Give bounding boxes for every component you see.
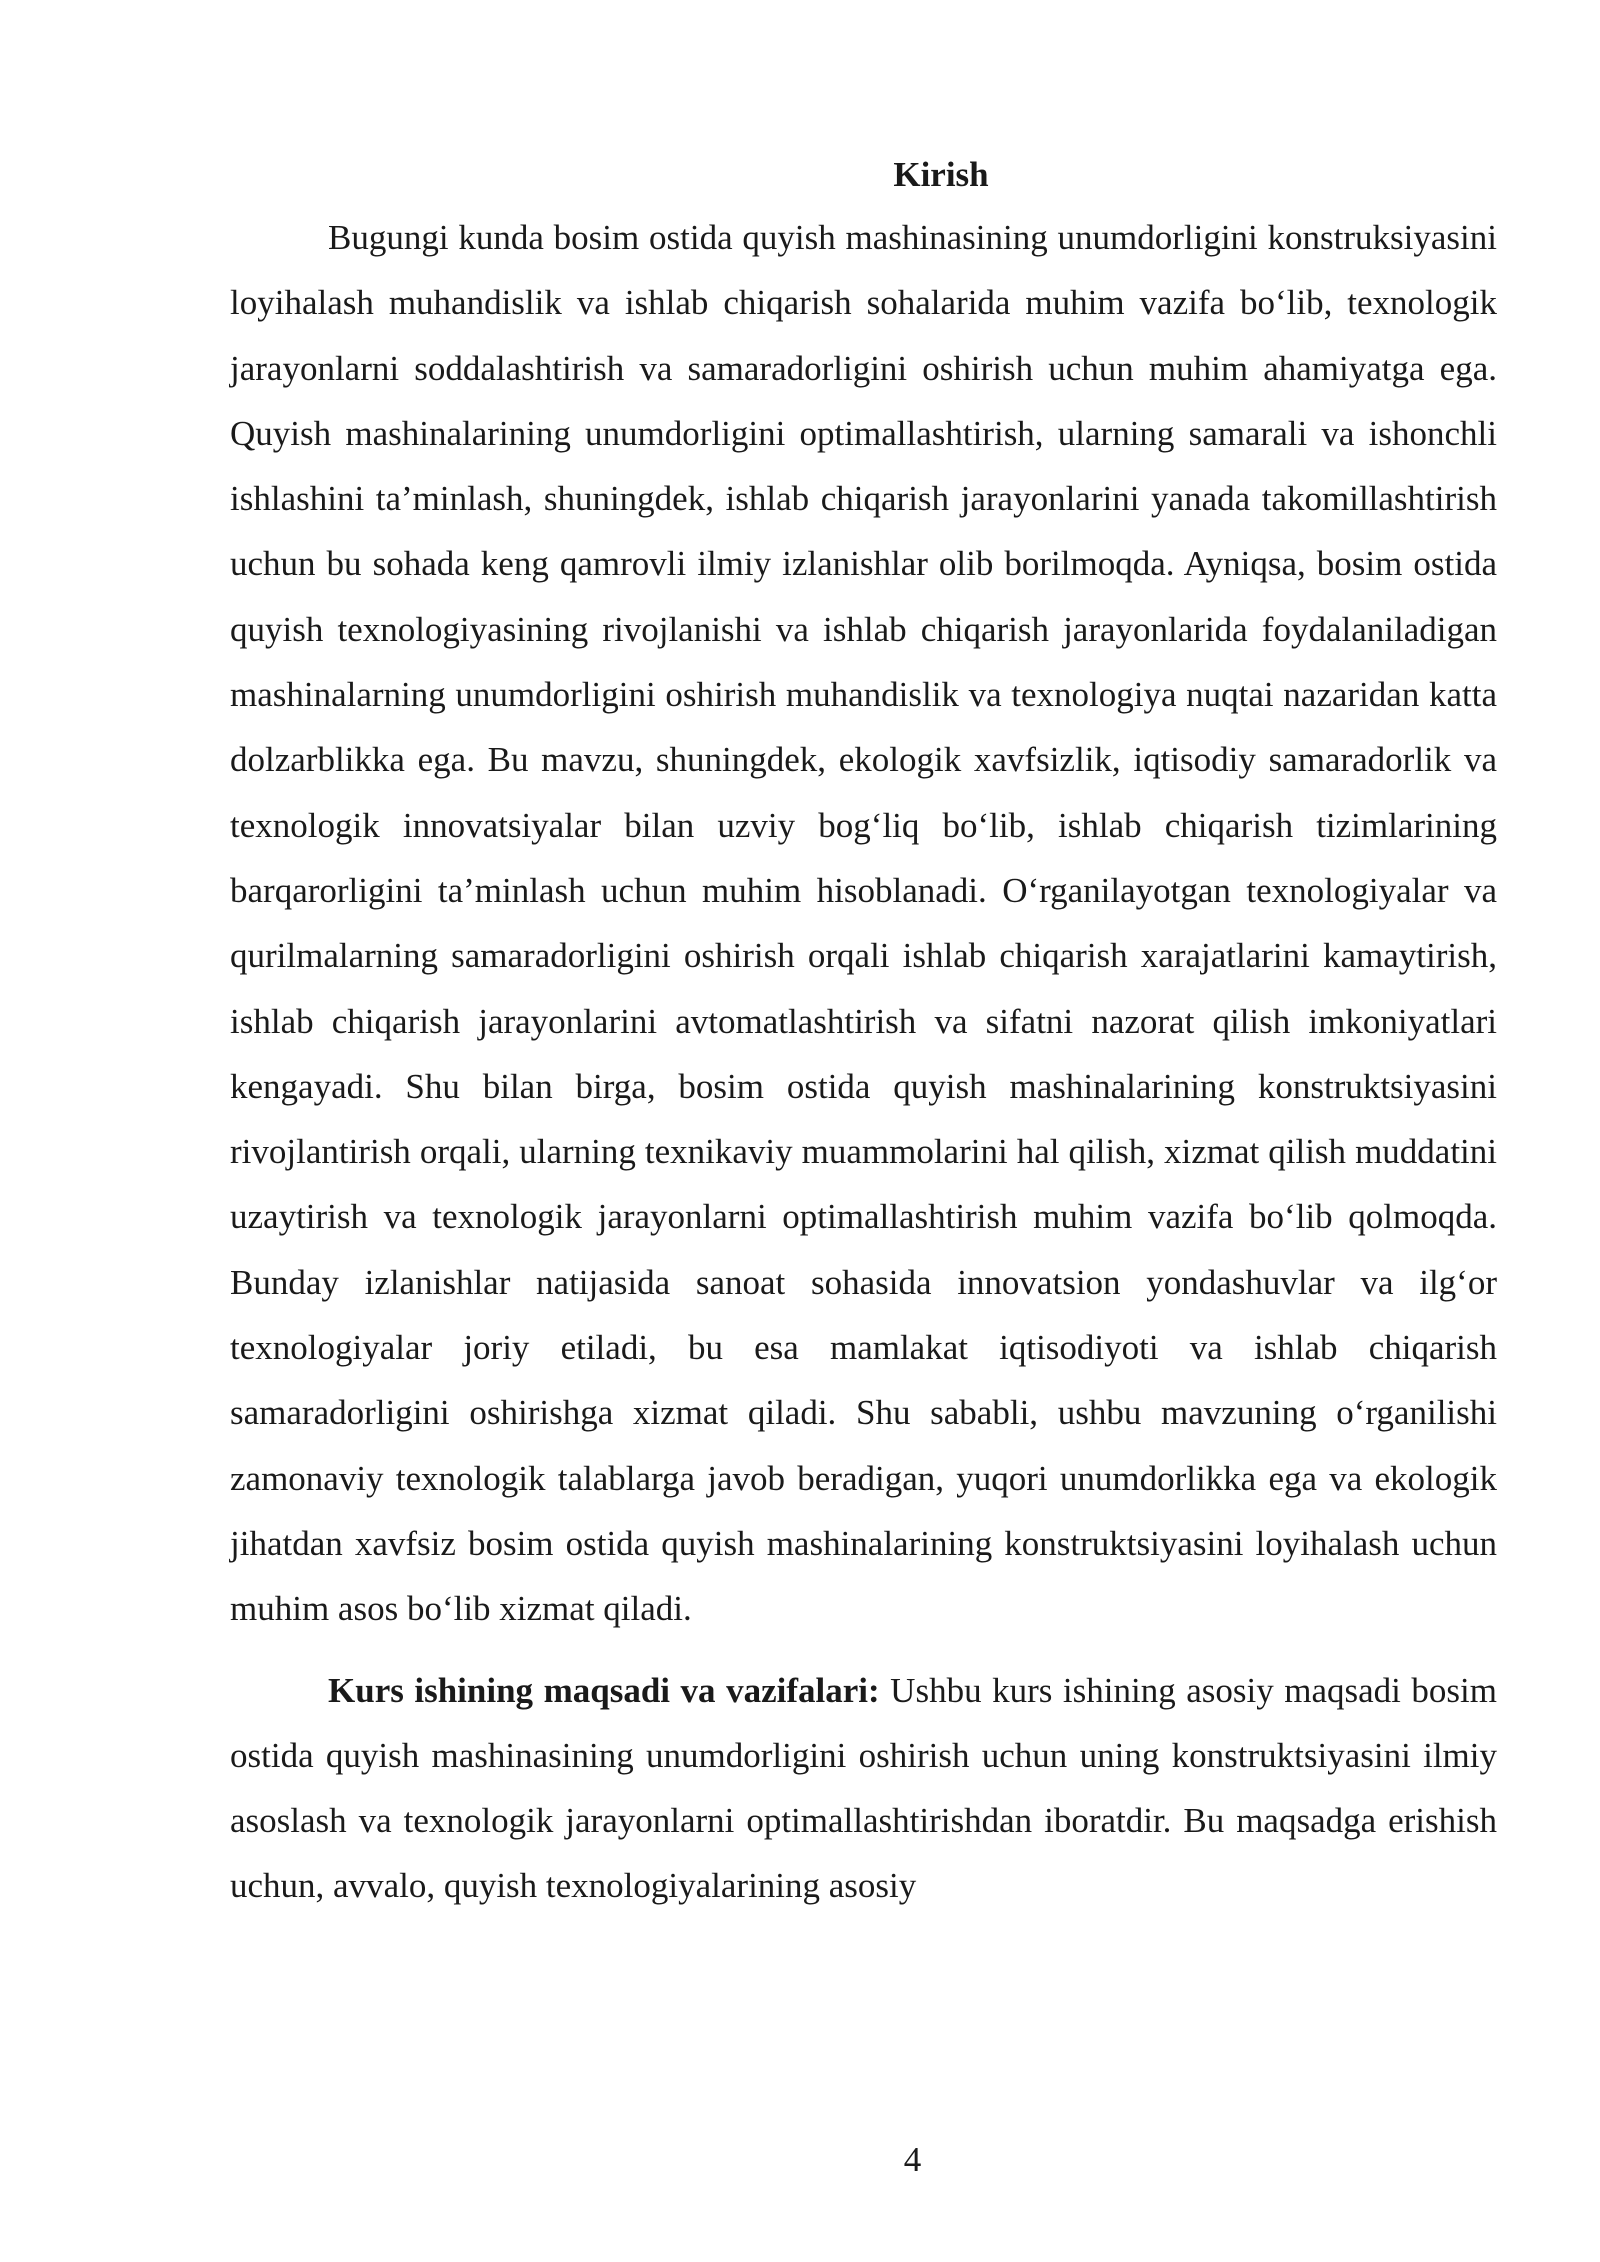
goals-text: Ushbu kurs ishining asosiy maqsadi bosim ostida quyish mashinasining unumdorligini oshirish uchun uning konstruktsiyasini ilmiy asoslash va texnologik jarayonlarni optimallashtirishdan iboratdir. Bu maqsadga erishish uchun, avvalo, quyish texnologiyalarining asosiy: [230, 1670, 1497, 1906]
goals-lead: Kurs ishining maqsadi va vazifalari:: [328, 1670, 880, 1710]
intro-paragraph: Bugungi kunda bosim ostida quyish mashinasining unumdorligini konstruksiyasini loyihalash muhandislik va ishlab chiqarish sohalarida muhim vazifa bo‘lib, texnologik jarayonlarni soddalashtirish va samaradorligini oshirish uchun muhim ahamiyatga ega. Quyish mashinalarining unumdorligini optimallashtirish, ularning samarali va ishonchli ishlashini ta’minlash, shuningdek, ishlab chiqarish jarayonlarini yanada takomillashtirish uchun bu sohada keng qamrovli ilmiy izlanishlar olib borilmoqda. Ayniqsa, bosim ostida quyish texnologiyasining rivojlanishi va ishlab chiqarish jarayonlarida foydalaniladigan mashinalarning unumdorligini oshirish muhandislik va texnologiya nuqtai nazaridan katta dolzarblikka ega. Bu mavzu, shuningdek, ekologik xavfsizlik, iqtisodiy samaradorlik va texnologik innovatsiyalar bilan uzviy bog‘liq bo‘lib, ishlab chiqarish tizimlarining barqarorligini ta’minlash uchun muhim hisoblanadi. O‘rganilayotgan texnologiyalar va qurilmalarning samaradorligini oshirish orqali ishlab chiqarish xarajatlarini kamaytirish, ishlab chiqarish jarayonlarini avtomatlashtirish va sifatni nazorat qilish imkoniyatlari kengayadi. Shu bilan birga, bosim ostida quyish mashinalarining konstruktsiyasini rivojlantirish orqali, ularning texnikaviy muammolarini hal qilish, xizmat qilish muddatini uzaytirish va texnologik jarayonlarni optimallashtirish muhim vazifa bo‘lib qolmoqda. Bunday izlanishlar natijasida sanoat sohasida innovatsion yondashuvlar va ilg‘or texnologiyalar joriy etiladi, bu esa mamlakat iqtisodiyoti va ishlab chiqarish samaradorligini oshirishga xizmat qiladi. Shu sababli, ushbu mavzuning o‘rganilishi zamonaviy texnologik talablarga javob beradigan, yuqori unumdorlikka ega va ekologik jihatdan xavfsiz bosim ostida quyish mashinalarining konstruktsiyasini loyihalash uchun muhim asos bo‘lib xizmat qiladi.: [230, 218, 1497, 1629]
section-heading: Kirish: [893, 155, 989, 194]
document-page: [230, 145, 1497, 1919]
goals-paragraph: [230, 1658, 1497, 1919]
page-number: 4: [903, 2140, 922, 2179]
